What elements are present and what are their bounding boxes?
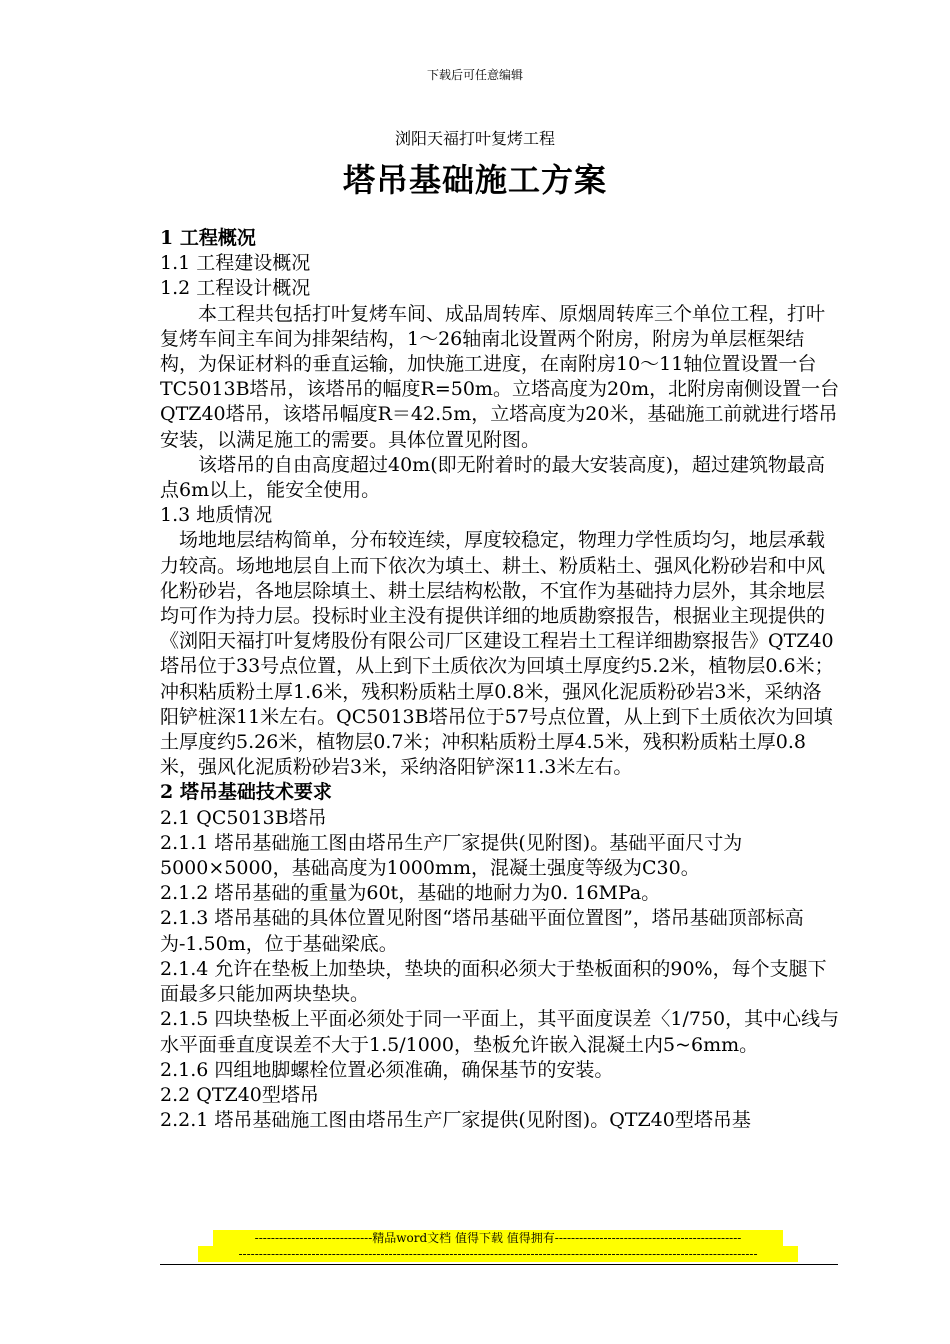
paragraph: 2.2.1 塔吊基础施工图由塔吊生产厂家提供(见附图)。QTZ40型塔吊基 bbox=[160, 1109, 751, 1132]
paragraph: 2.1.4 允许在垫板上加垫块，垫块的面积必须大于垫板面积的90%，每个支腿下面最多只能加两块垫块。 bbox=[160, 957, 827, 1006]
paragraph: 本工程共包括打叶复烤车间、成品周转库、原烟周转库三个单位工程，打叶复烤车间主车间为排架结构，1～26轴南北设置两个附房，附房为单层框架结构，为保证材料的垂直运输，加快施工进度，在南附房10～11轴位置设置一台TC5013B塔吊，该塔吊的幅度R=50m。立塔高度为20m，北附房南侧设置一台QTZ40塔吊，该塔吊幅度R＝42.5m，立塔高度为20米，基础施工前就进行塔吊安装，以满足施工的需要。具体位置见附图。 bbox=[160, 302, 840, 451]
paragraph: 2.1.2 塔吊基础的重量为60t，基础的地耐力为0. 16MPa。 bbox=[160, 882, 661, 905]
paragraph: 1.2 工程设计概况 bbox=[160, 277, 311, 300]
section-heading: 1 工程概况 bbox=[160, 227, 256, 249]
footer-rule bbox=[160, 1264, 838, 1265]
paragraph: 2.2 QTZ40型塔吊 bbox=[160, 1083, 319, 1106]
paragraph: 1.3 地质情况 bbox=[160, 504, 273, 527]
paragraph: 1.1 工程建设概况 bbox=[160, 252, 311, 275]
paragraph: 该塔吊的自由高度超过40m(即无附着时的最大安装高度)，超过建筑物最高点6m以上，能安全使用。 bbox=[160, 453, 826, 502]
paragraph: 场地地层结构简单，分布较连续，厚度较稳定，物理力学性质均匀，地层承载力较高。场地地层自上而下依次为填土、耕土、粉质粘土、强风化粉砂岩和中风化粉砂岩，各地层除填土、耕土层结构松散，不宜作为基础持力层外，其余地层均可作为持力层。投标时业主没有提供详细的地质勘察报告，根据业主现提供的《浏阳天福打叶复烤股份有限公司厂区建设工程岩土工程详细勘察报告》QTZ40塔吊位于33号点位置，从上到下土质依次为回填土厚度约5.2米，植物层0.6米；冲积粘质粉土厚1.6米，残积粉质粘土厚0.8米，强风化泥质粉砂岩3米，采纳洛阳铲桩深11米左右。QC5013B塔吊位于57号点位置，从上到下土质依次为回填土厚度约5.26米，植物层0.7米；冲积粘质粉土厚4.5米，残积粉质粘土厚0.8米，强风化泥质粉砂岩3米，采纳洛阳铲深11.3米左右。 bbox=[160, 529, 834, 779]
page-header-note: 下载后可任意编辑 bbox=[426, 68, 523, 82]
footer-promo-line: -----------------------------精品word文档 值得下载 值得拥有---------------------------------------------- bbox=[213, 1230, 783, 1246]
section-heading: 2 塔吊基础技术要求 bbox=[160, 781, 332, 804]
document-subtitle: 浏阳天福打叶复烤工程 bbox=[394, 129, 555, 148]
document-title: 塔吊基础施工方案 bbox=[342, 161, 607, 199]
footer-dash-line: -------------------------------------------------------------------------------------------------------------------------------- bbox=[198, 1246, 798, 1262]
paragraph: 2.1.5 四块垫板上平面必须处于同一平面上，其平面度误差〈1/750，其中心线与水平面垂直度误差不大于1.5/1000，垫板允许嵌入混凝土内5~6mm。 bbox=[160, 1008, 840, 1056]
paragraph: 2.1.3 塔吊基础的具体位置见附图“塔吊基础平面位置图”，塔吊基础顶部标高为-1.50m，位于基础梁底。 bbox=[160, 907, 804, 955]
paragraph: 2.1.1 塔吊基础施工图由塔吊生产厂家提供(见附图)。基础平面尺寸为5000×5000，基础高度为1000mm，混凝土强度等级为C30。 bbox=[160, 831, 743, 880]
paragraph: 2.1.6 四组地脚螺栓位置必须准确，确保基节的安装。 bbox=[160, 1058, 614, 1081]
document-body bbox=[160, 226, 840, 1133]
paragraph: 2.1 QC5013B塔吊 bbox=[160, 806, 327, 829]
